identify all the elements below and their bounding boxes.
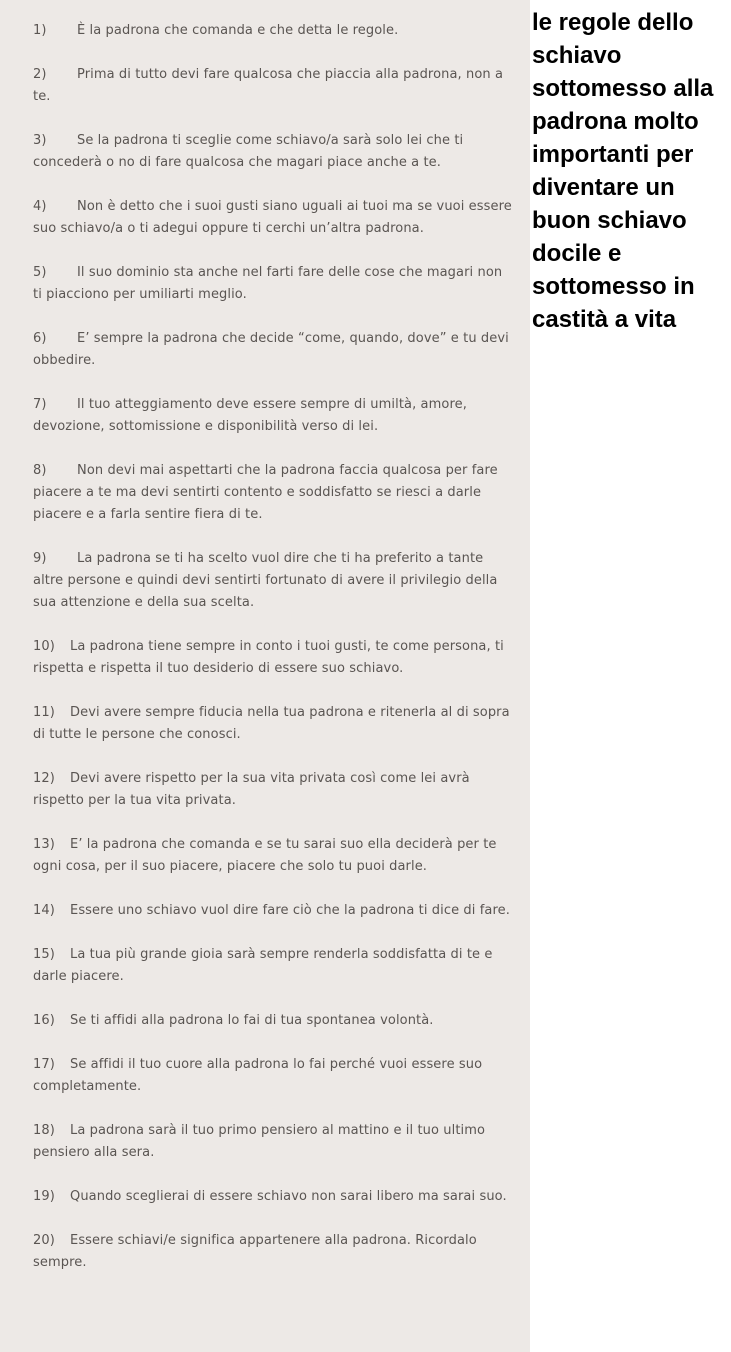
rule-item (33, 196, 513, 240)
rule-item (33, 64, 513, 108)
rule-text: E’ la padrona che comanda e se tu sarai suo ella deciderà per te ogni cosa, per il suo piacere, piacere che solo tu puoi darle. (33, 837, 497, 874)
rule-item (33, 394, 513, 438)
rule-number: 7) (33, 397, 47, 412)
rule-number: 17) (33, 1057, 55, 1072)
page-title: le regole dello schiavo sottomesso alla padrona molto importanti per diventare un buon schiavo docile e sottomesso in castità a vita (532, 9, 714, 333)
rule-item (33, 834, 513, 878)
rule-item (33, 1230, 513, 1274)
rule-number: 16) (33, 1013, 55, 1028)
rule-number: 19) (33, 1189, 55, 1204)
rule-item (33, 1010, 513, 1032)
rule-text: Se ti affidi alla padrona lo fai di tua spontanea volontà. (70, 1013, 434, 1028)
rule-number: 9) (33, 551, 47, 566)
rule-item (33, 636, 513, 680)
rule-number: 10) (33, 639, 55, 654)
rule-text: E’ sempre la padrona che decide “come, quando, dove” e tu devi obbedire. (33, 331, 509, 368)
rule-number: 20) (33, 1233, 55, 1248)
rule-text: Devi avere sempre fiducia nella tua padrona e ritenerla al di sopra di tutte le persone che conosci. (33, 705, 510, 742)
rule-text: Non è detto che i suoi gusti siano uguali ai tuoi ma se vuoi essere suo schiavo/a o ti adegui oppure ti cerchi un’altra padrona. (33, 199, 512, 236)
rule-item (33, 460, 513, 526)
rule-text: Se affidi il tuo cuore alla padrona lo fai perché vuoi essere suo completamente. (33, 1057, 483, 1094)
rule-text: Essere uno schiavo vuol dire fare ciò che la padrona ti dice di fare. (70, 903, 510, 918)
rule-item (33, 1054, 513, 1098)
rule-item (33, 328, 513, 372)
rule-item (33, 1186, 513, 1208)
rule-item (33, 20, 513, 42)
rule-number: 18) (33, 1123, 55, 1138)
rule-text: Il suo dominio sta anche nel farti fare delle cose che magari non ti piacciono per umiliarti meglio. (33, 265, 503, 302)
rule-text: La padrona se ti ha scelto vuol dire che ti ha preferito a tante altre persone e quindi devi sentirti fortunato di avere il privilegio della sua attenzione e della sua scelta. (33, 551, 498, 610)
rule-text: La tua più grande gioia sarà sempre renderla soddisfatta di te e darle piacere. (33, 947, 493, 984)
rule-number: 13) (33, 837, 55, 852)
rule-text: Devi avere rispetto per la sua vita privata così come lei avrà rispetto per la tua vita privata. (33, 771, 470, 808)
rule-number: 3) (33, 133, 47, 148)
rule-number: 1) (33, 23, 47, 38)
rule-text: È la padrona che comanda e che detta le regole. (77, 23, 399, 38)
rule-item (33, 768, 513, 812)
rule-item (33, 548, 513, 614)
rule-item (33, 1120, 513, 1164)
rule-item (33, 702, 513, 746)
rule-text: La padrona sarà il tuo primo pensiero al mattino e il tuo ultimo pensiero alla sera. (33, 1123, 486, 1160)
rule-text: Essere schiavi/e significa appartenere alla padrona. Ricordalo sempre. (33, 1233, 477, 1270)
rule-number: 5) (33, 265, 47, 280)
rule-number: 15) (33, 947, 55, 962)
rule-text: Quando sceglierai di essere schiavo non sarai libero ma sarai suo. (70, 1189, 507, 1204)
rule-item (33, 130, 513, 174)
rule-item (33, 900, 513, 922)
rule-number: 4) (33, 199, 47, 214)
rule-number: 6) (33, 331, 47, 346)
rule-text: La padrona tiene sempre in conto i tuoi gusti, te come persona, ti rispetta e rispetta il tuo desiderio di essere suo schiavo. (33, 639, 504, 676)
rule-text: Se la padrona ti sceglie come schiavo/a sarà solo lei che ti concederà o no di fare qualcosa che magari piace anche a te. (33, 133, 464, 170)
rule-number: 2) (33, 67, 47, 82)
rules-list (33, 20, 513, 1296)
rule-text: Prima di tutto devi fare qualcosa che piaccia alla padrona, non a te. (33, 67, 504, 104)
rule-item (33, 262, 513, 306)
rule-text: Il tuo atteggiamento deve essere sempre di umiltà, amore, devozione, sottomissione e disponibilità verso di lei. (33, 397, 467, 434)
rule-item (33, 944, 513, 988)
rule-number: 11) (33, 705, 55, 720)
rule-number: 14) (33, 903, 55, 918)
rule-number: 8) (33, 463, 47, 478)
rule-text: Non devi mai aspettarti che la padrona faccia qualcosa per fare piacere a te ma devi sentirti contento e soddisfatto se riesci a darle piacere e a farla sentire fiera di te. (33, 463, 498, 522)
rule-number: 12) (33, 771, 55, 786)
